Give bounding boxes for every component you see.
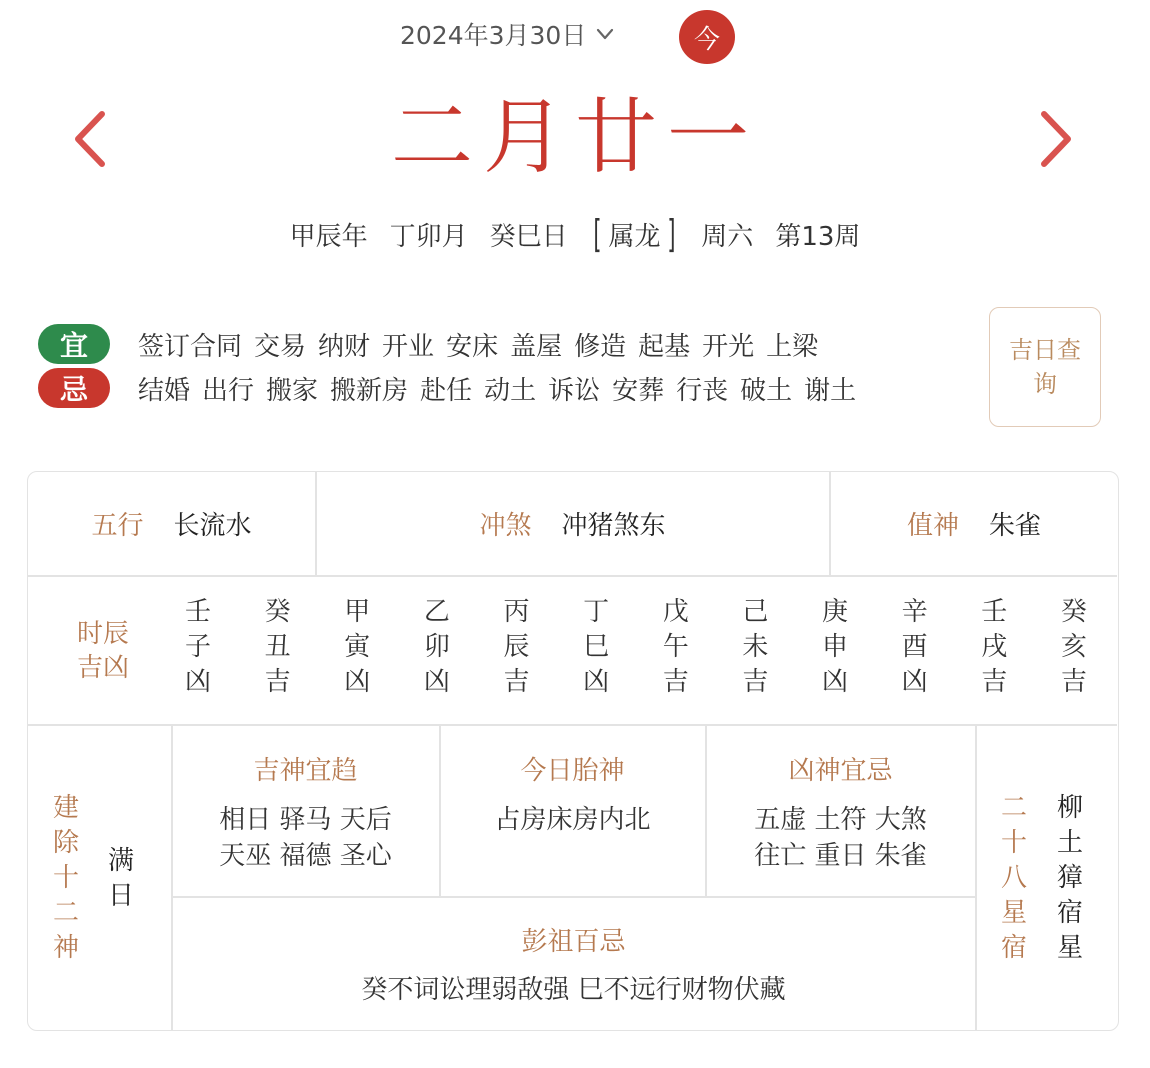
xingsu-label-char: 星	[1001, 898, 1028, 928]
divider	[975, 724, 977, 1030]
ji-items	[138, 370, 856, 407]
ji-row	[38, 366, 856, 410]
current-date: 2024年3月30日	[400, 21, 587, 50]
divider	[28, 575, 1117, 577]
jianchu-label	[53, 791, 79, 966]
zodiac-label: 属龙	[608, 221, 661, 252]
xingsu-label-char: 二	[1001, 793, 1028, 823]
hour-zhi: 卯	[423, 632, 450, 662]
xingsu-value	[1057, 791, 1083, 966]
yi-item: 起基	[638, 331, 691, 362]
hour-gan: 乙	[423, 597, 450, 627]
xiongshen-title: 凶神宜忌	[788, 756, 893, 786]
week-number: 第13周	[775, 221, 861, 252]
xingsu-label-char: 十	[1001, 828, 1028, 858]
yi-item: 盖屋	[510, 331, 563, 362]
xingsu-value-char: 土	[1057, 828, 1084, 858]
hour-item	[964, 595, 1024, 700]
shichen-title-line: 吉凶	[76, 653, 129, 683]
wuxing-cell	[28, 472, 315, 575]
hour-gan: 辛	[901, 597, 928, 627]
ji-item: 出行	[202, 375, 255, 406]
ji-item: 破土	[740, 375, 793, 406]
jianchu-value	[108, 844, 134, 914]
yi-item: 开光	[702, 331, 755, 362]
jishen-title: 吉神宜趋	[253, 756, 358, 786]
xiongshen-line: 往亡 重日 朱雀	[754, 841, 927, 871]
zodiac	[590, 212, 680, 256]
ji-item: 结婚	[138, 375, 191, 406]
hour-luck: 凶	[901, 667, 928, 697]
ji-item: 动土	[484, 375, 537, 406]
taishen-value: 占房床房内北	[494, 805, 651, 835]
wuxing-value: 长流水	[173, 511, 252, 541]
hour-luck: 凶	[583, 667, 610, 697]
month-ganzhi: 丁卯月	[389, 221, 468, 252]
xingsu-value-char: 柳	[1057, 793, 1084, 823]
hour-gan: 戊	[662, 597, 689, 627]
hour-zhi: 巳	[583, 632, 610, 662]
year-ganzhi: 甲辰年	[289, 221, 368, 252]
xiongshen-body	[706, 802, 975, 874]
hour-luck: 吉	[1060, 667, 1087, 697]
hour-item	[168, 595, 228, 700]
hour-luck: 吉	[662, 667, 689, 697]
yi-item: 交易	[254, 331, 307, 362]
hour-zhi: 亥	[1060, 632, 1087, 662]
today-button[interactable]	[679, 10, 735, 64]
xingsu-value-char: 星	[1057, 933, 1084, 963]
lunar-date: 二月廿一	[390, 90, 759, 185]
ji-item: 诉讼	[548, 375, 601, 406]
xingsu-value-char: 宿	[1057, 898, 1084, 928]
hour-item	[1044, 595, 1104, 700]
hour-item	[566, 595, 626, 700]
jianchu-value-char: 满	[108, 846, 135, 876]
hour-luck: 吉	[503, 667, 530, 697]
hour-item	[327, 595, 387, 700]
yi-row	[38, 322, 818, 366]
left-bracket: [	[592, 212, 602, 256]
divider	[171, 896, 976, 898]
xingsu-label-char: 八	[1001, 863, 1028, 893]
jishen-line: 天巫 福德 圣心	[219, 841, 392, 871]
lucky-day-query-button[interactable]: 吉日查询	[989, 307, 1101, 427]
chongsha-cell	[316, 472, 829, 575]
almanac-table	[27, 471, 1119, 1031]
zhishen-label: 值神	[906, 511, 959, 541]
hour-gan: 甲	[344, 597, 371, 627]
chongsha-value: 冲猪煞东	[561, 511, 666, 541]
today-label: 今	[693, 24, 720, 55]
ji-item: 赴任	[420, 375, 473, 406]
jianchu-label-char: 神	[53, 933, 80, 963]
yi-items	[138, 326, 818, 363]
ji-badge: 忌	[38, 368, 110, 408]
jishen-line: 相日 驿马 天后	[219, 805, 392, 835]
hour-item	[487, 595, 547, 700]
zhishen-value: 朱雀	[989, 511, 1042, 541]
hour-gan: 丁	[583, 597, 610, 627]
hour-zhi: 子	[184, 632, 211, 662]
hour-item	[248, 595, 308, 700]
chevron-down-icon	[594, 23, 616, 45]
hour-item	[725, 595, 785, 700]
hour-zhi: 未	[742, 632, 769, 662]
hour-item	[805, 595, 865, 700]
hour-item	[646, 595, 706, 700]
hour-luck: 凶	[821, 667, 848, 697]
hour-gan: 丙	[503, 597, 530, 627]
hour-item	[407, 595, 467, 700]
yi-badge: 宜	[38, 324, 110, 364]
yi-item: 签订合同	[138, 331, 243, 362]
weekday: 周六	[701, 221, 754, 252]
jianchu-value-char: 日	[108, 881, 135, 911]
jianchu-label-char: 十	[53, 863, 80, 893]
hour-luck: 凶	[344, 667, 371, 697]
xingsu-label	[1001, 791, 1027, 966]
shichen-title-line: 时辰	[76, 619, 129, 649]
hour-luck: 吉	[981, 667, 1008, 697]
hour-zhi: 申	[821, 632, 848, 662]
yi-item: 安床	[446, 331, 499, 362]
xingsu-value-char: 獐	[1057, 863, 1084, 893]
hour-luck: 凶	[184, 667, 211, 697]
hour-luck: 吉	[264, 667, 291, 697]
xingsu-label-char: 宿	[1001, 933, 1028, 963]
hour-zhi: 丑	[264, 632, 291, 662]
chongsha-label: 冲煞	[479, 511, 532, 541]
pengzu-value: 癸不词讼理弱敌强 巳不远行财物伏藏	[361, 975, 786, 1005]
hour-gan: 癸	[264, 597, 291, 627]
divider	[28, 724, 1117, 726]
hour-gan: 壬	[981, 597, 1008, 627]
jianchu-label-char: 二	[53, 898, 80, 928]
ji-item: 搬新房	[330, 375, 409, 406]
hour-gan: 壬	[184, 597, 211, 627]
hour-zhi: 午	[662, 632, 689, 662]
pengzu-title: 彭祖百忌	[521, 927, 626, 957]
right-bracket: ]	[667, 212, 676, 256]
date-selector[interactable]	[400, 14, 616, 54]
hour-item	[885, 595, 945, 700]
yi-item: 开业	[382, 331, 435, 362]
yi-item: 修造	[574, 331, 627, 362]
hour-list	[168, 595, 1104, 700]
ji-item: 安葬	[612, 375, 665, 406]
taishen-title: 今日胎神	[520, 756, 625, 786]
hour-zhi: 酉	[901, 632, 928, 662]
ji-item: 搬家	[266, 375, 319, 406]
yi-item: 纳财	[318, 331, 371, 362]
hour-luck: 吉	[742, 667, 769, 697]
ganzhi-line	[0, 212, 1150, 256]
hour-gan: 癸	[1060, 597, 1087, 627]
hour-gan: 庚	[821, 597, 848, 627]
day-ganzhi: 癸巳日	[489, 221, 568, 252]
hour-zhi: 寅	[344, 632, 371, 662]
jishen-body	[172, 802, 439, 874]
hour-gan: 己	[742, 597, 769, 627]
xiongshen-line: 五虚 土符 大煞	[754, 805, 927, 835]
zhishen-cell	[830, 472, 1118, 575]
yi-item: 上梁	[766, 331, 819, 362]
hour-luck: 凶	[423, 667, 450, 697]
wuxing-label: 五行	[91, 511, 144, 541]
jianchu-label-char: 建	[53, 793, 80, 823]
ji-item: 谢土	[804, 375, 857, 406]
hour-zhi: 戌	[981, 632, 1008, 662]
hour-zhi: 辰	[503, 632, 530, 662]
jianchu-label-char: 除	[53, 828, 80, 858]
ji-item: 行丧	[676, 375, 729, 406]
shichen-title	[63, 617, 143, 685]
